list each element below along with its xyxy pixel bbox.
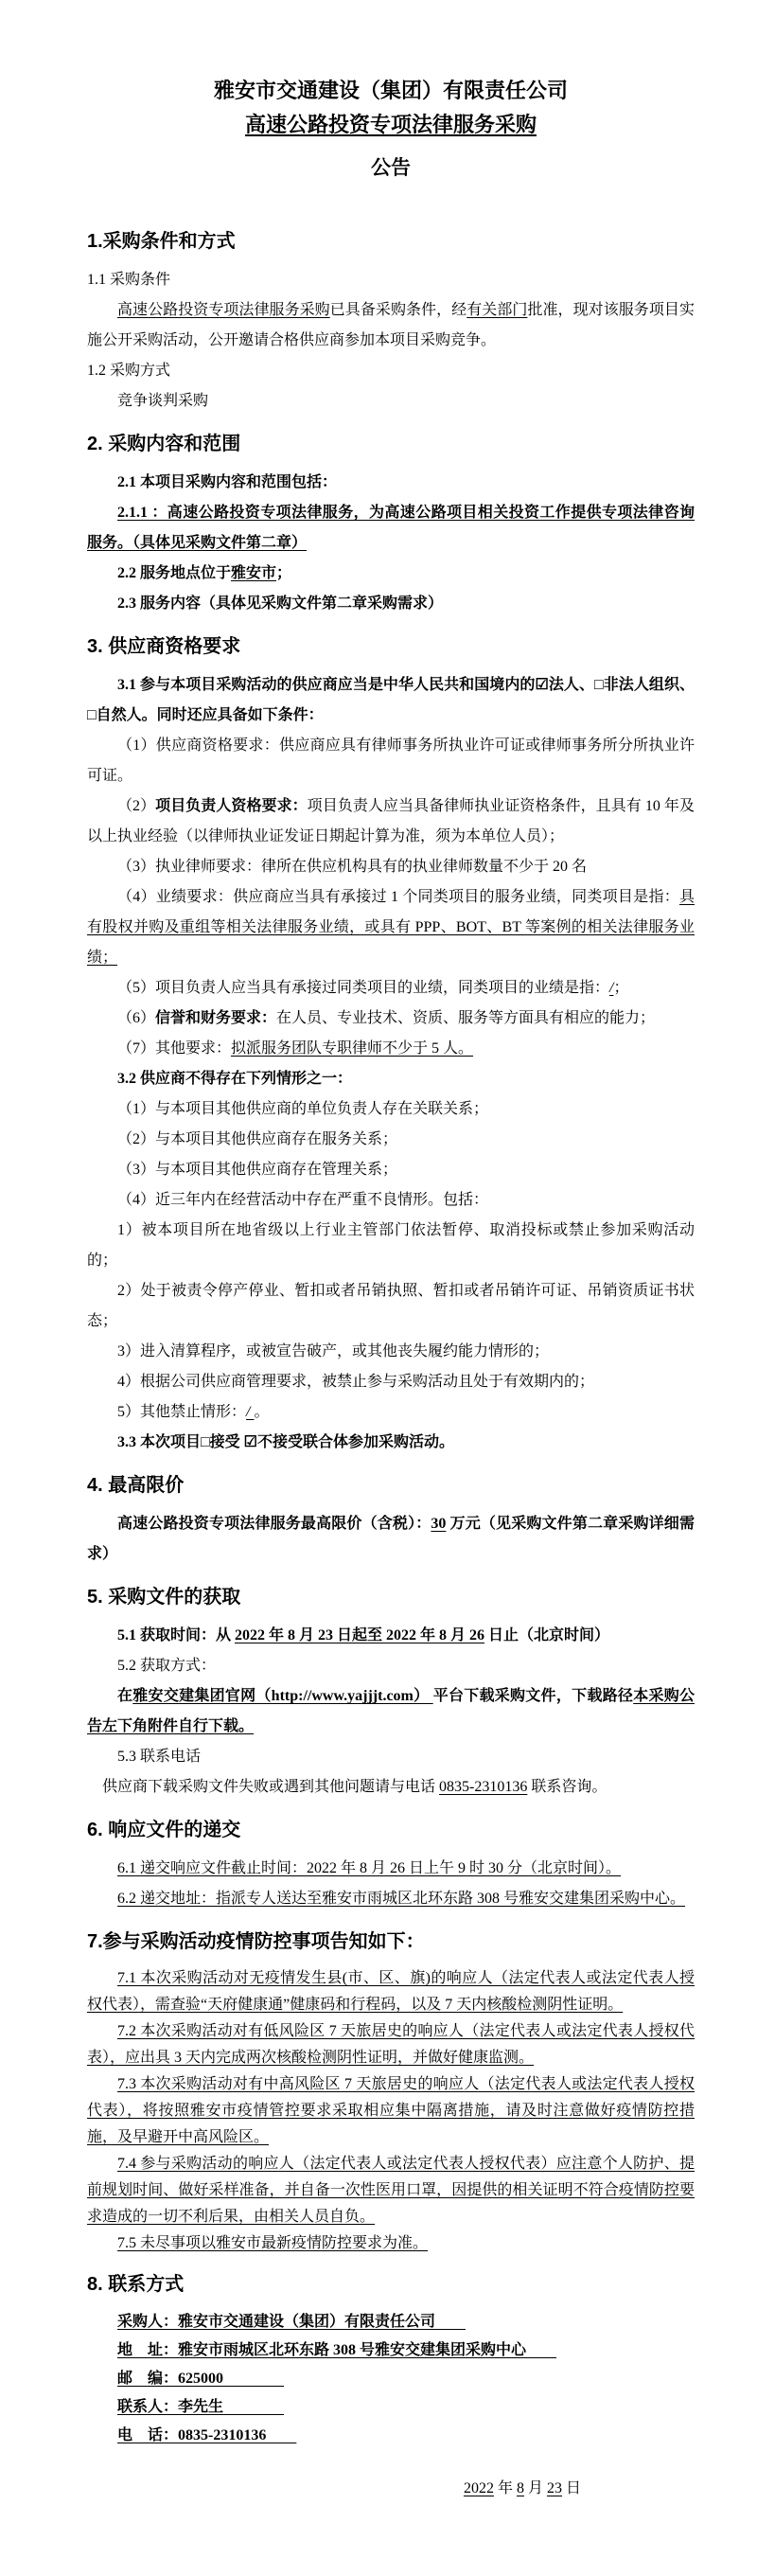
text-segment: （4）近三年内在经营活动中存在严重不良情形。包括： [117,1192,489,1208]
text-segment: 平台下载采购文件，下载路径 [432,1688,634,1704]
text-segment: 6.2 递交地址：指派专人送达至雅安市雨城区北环东路 308 号雅安交建集团采购中心。 [117,1891,686,1907]
doc-title-line-2 [87,108,695,142]
text-segment: （3）执业律师要求：律所在供应机构具有的执业律师数量不少于 20 名 [117,859,588,875]
text-segment: ； [613,980,629,996]
text-segment: 日止（北京时间） [484,1627,610,1643]
text-segment: 雅安市 [231,565,277,581]
para-3-2 [87,1064,695,1094]
text-segment: （6） [117,1010,156,1026]
para-3-2-item-2 [87,1125,695,1155]
text-segment: 3.2 供应商不得存在下列情形之一： [117,1071,353,1087]
text-segment: 2. 采购内容和范围 [87,434,241,454]
para-3-2-item-4 [87,1185,695,1216]
text-segment: 批准，现对该服务项目实施公开采购活动，公开邀请合格供应商参加本项目采购竞争。 [87,302,695,348]
text-segment: 5）其他禁止情形： [117,1404,247,1420]
text-segment: （2）与本项目其他供应商存在服务关系； [117,1131,398,1147]
text-segment: 1.1 采购条件 [87,272,171,288]
heading-7 [87,1928,695,1956]
para-5-3 [87,1742,695,1772]
para-3-1-item-2 [87,791,695,852]
text-segment: 在人员、专业技术、资质、服务等方面具有相应的能力； [276,1010,656,1026]
text-segment: 雅安交建集团官网（http://www.yajjjt.com） [132,1688,433,1704]
text-segment: （1）供应商资格要求：供应商应具有律师事务所执业许可证或律师事务所分所执业许可证。 [87,737,695,784]
para-1-1-text [87,295,695,356]
contact-zip [87,2365,695,2393]
text-segment: 高速公路投资专项法律服务最高限价（含税）： [117,1516,431,1532]
text-segment: 雅安市交通建设（集团）有限责任公司 [213,79,568,102]
text-segment: （7）其他要求： [117,1040,232,1057]
text-segment: 2.2 服务地点位于 [117,565,232,581]
para-3-1-item-4 [87,882,695,973]
para-1-2-text [87,386,695,417]
text-segment: 本采购公告左下角附件自行下载。 [87,1688,695,1734]
text-segment: 万元（见采购文件第二章采购详细需求） [87,1516,695,1562]
contact-address [87,2336,695,2365]
para-3-2-item-4-1 [87,1216,695,1276]
para-6-1 [87,1854,695,1884]
text-segment: 月 [523,2480,547,2496]
text-segment: 7.4 参与采购活动的响应人（法定代表人或法定代表人授权代表）应注意个人防护、提前规划时间、做好采样准备，并自备一次性医用口罩，因提供的相关证明不符合疫情防控要求造成的一切不利后果，由相关人员自负。 [87,2156,695,2225]
para-2-3 [87,589,695,619]
text-segment: 采购人：雅安市交通建设（集团）有限责任公司 [117,2314,467,2330]
text-segment: 4）根据公司供应商管理要求，被禁止参与采购活动且处于有效期内的； [117,1374,595,1390]
text-segment: 联系咨询。 [527,1779,607,1795]
text-segment: 联系人：李先生 [117,2399,285,2415]
para-2-2 [87,559,695,589]
text-segment: 供应商下载采购文件失败或遇到其他问题请与电话 [102,1779,440,1795]
text-segment: （5）项目负责人应当具有承接过同类项目的业绩，同类项目的业绩是指： [117,980,610,996]
text-segment: 0835-2310136 [439,1779,528,1795]
text-segment: 高速公路投资专项法律服务采购 [117,302,330,318]
text-segment: 地 址：雅安市雨城区北环东路 308 号雅安交建集团采购中心 [117,2342,557,2358]
text-segment: 2.1 本项目采购内容和范围包括： [117,474,338,490]
para-5-1 [87,1621,695,1651]
para-7-1 [87,1965,695,2018]
para-7-5 [87,2230,695,2257]
text-segment: 23 [546,2480,562,2496]
para-3-2-item-4-3 [87,1337,695,1367]
para-3-1-item-7 [87,1034,695,1064]
para-3-1-item-6 [87,1004,695,1034]
text-segment: 具有股权并购及重组等相关法律服务业绩，或具有 PPP、BOT、BT 等案例的相关法律服务业绩； [87,889,695,966]
text-segment: 3）进入清算程序，或被宣告破产，或其他丧失履约能力情形的； [117,1343,550,1359]
para-3-1-item-3 [87,852,695,882]
text-segment: （4）业绩要求：供应商应当具有承接过 1 个同类项目的服务业绩，同类项目是指： [117,889,679,905]
text-segment: 1）被本项目所在地省级以上行业主管部门依法暂停、取消投标或禁止参加采购活动的； [87,1222,695,1269]
para-4-text [87,1509,695,1570]
para-3-2-item-4-4 [87,1367,695,1397]
para-2-1 [87,468,695,498]
para-3-2-item-4-5 [87,1397,695,1428]
para-1-1-label [87,265,695,295]
text-segment: （1）与本项目其他供应商的单位负责人存在关联关系； [117,1101,489,1117]
text-segment: 拟派服务团队专职律师不少于 5 人。 [231,1040,474,1057]
text-segment: 7.5 未尽事项以雅安市最新疫情防控要求为准。 [117,2235,429,2251]
text-segment: 3. 供应商资格要求 [87,636,241,657]
text-segment: 6.1 递交响应文件截止时间：2022 年 8 月 26 日上午 9 时 30 分（北京时间）。 [117,1860,622,1876]
para-7-4 [87,2151,695,2230]
para-3-1 [87,670,695,731]
text-segment: / [246,1404,255,1420]
contact-person [87,2393,695,2422]
text-segment: 7.1 本次采购活动对无疫情发生县(市、区、旗)的响应人（法定代表人或法定代表人授权代表），需查验“天府健康通”健康码和行程码，以及 7 天内核酸检测阴性证明。 [87,1970,695,2013]
text-segment: 在 [117,1688,133,1704]
text-segment: 7.3 本次采购活动对有中高风险区 7 天旅居史的响应人（法定代表人或法定代表人授权代表），将按照雅安市疫情管控要求采取相应集中隔离措施，请及时注意做好疫情防控措施，及早避开中高风险区。 [87,2076,695,2145]
text-segment: 5.2 获取方式： [117,1658,217,1674]
text-segment: ； [276,565,292,581]
para-3-2-item-1 [87,1094,695,1125]
para-5-2 [87,1651,695,1681]
text-segment: 8 [516,2480,524,2496]
text-segment: （2） [117,798,156,814]
para-5-3-text [87,1772,695,1803]
text-segment: 30 [431,1516,447,1532]
doc-title-line-3 [87,151,695,186]
contact-purchaser [87,2308,695,2336]
text-segment: 信誉和财务要求： [155,1010,277,1026]
text-segment: 竞争谈判采购 [117,393,209,409]
text-segment: 7.参与采购活动疫情防控事项告知如下： [87,1931,425,1952]
text-segment: 5.3 联系电话 [117,1749,202,1765]
text-segment: 有关部门 [467,302,528,318]
para-3-2-item-3 [87,1155,695,1185]
text-segment: 邮 编：625000 [117,2371,285,2387]
text-segment: 2022 年 8 月 23 日起至 2022 年 8 月 26 [235,1627,485,1643]
para-3-3 [87,1428,695,1458]
heading-5 [87,1583,695,1611]
text-segment: 2.3 服务内容（具体见采购文件第二章采购需求） [117,595,444,612]
text-segment: 1.采购条件和方式 [87,231,236,252]
para-3-1-item-5 [87,973,695,1004]
text-segment: 3.3 本次项目□接受 ☑不接受联合体参加采购活动。 [117,1434,455,1450]
text-segment: 。 [254,1404,270,1420]
text-segment: 6. 响应文件的递交 [87,1820,241,1840]
text-segment: （3）与本项目其他供应商存在管理关系； [117,1162,398,1178]
text-segment: 公告 [371,157,411,179]
text-segment: 2）处于被责令停产停业、暂扣或者吊销执照、暂扣或者吊销许可证、吊销资质证书状态； [87,1283,695,1329]
heading-4 [87,1471,695,1500]
heading-6 [87,1816,695,1844]
text-segment: / [609,980,614,996]
doc-title-line-1 [87,74,695,108]
para-7-2 [87,2018,695,2071]
text-segment: 8. 联系方式 [87,2274,185,2295]
heading-1 [87,227,695,256]
heading-2 [87,430,695,458]
text-segment: 已具备采购条件，经 [329,302,467,318]
text-segment: 3.1 参与本项目采购活动的供应商应当是中华人民共和国境内的☑法人、□非法人组织、□自然人。同时还应具备如下条件： [87,677,695,723]
heading-3 [87,632,695,661]
text-segment: 7.2 本次采购活动对有低风险区 7 天旅居史的响应人（法定代表人或法定代表人授权代表），应出具 3 天内完成两次核酸检测阴性证明，并做好健康监测。 [87,2023,695,2066]
text-segment: 日 [561,2480,581,2496]
text-segment: 4. 最高限价 [87,1475,185,1496]
heading-8 [87,2270,695,2299]
text-segment: 5. 采购文件的获取 [87,1587,241,1608]
contact-phone [87,2422,695,2450]
text-segment: 项目负责人资格要求： [155,798,308,814]
text-segment: 项目负责人应当具备律师执业证资格条件，且具有 10 年及以上执业经验（以律师执业证发证日期起计算为准，须为本单位人员）； [87,798,695,844]
text-segment: 电 话：0835-2310136 [117,2427,297,2443]
text-segment: 5.1 获取时间：从 [117,1627,236,1643]
text-segment: 年 [493,2480,517,2496]
text-segment: 高速公路投资专项法律服务采购 [244,113,537,136]
para-1-2-label [87,356,695,386]
para-7-3 [87,2071,695,2151]
text-segment: 2.1.1 ：高速公路投资专项法律服务，为高速公路项目相关投资工作提供专项法律咨询服务。（具体见采购文件第二章） [87,505,695,551]
para-3-1-item-1 [87,731,695,791]
footer-date [87,2473,695,2505]
text-segment: 2022 [463,2480,494,2496]
para-6-2 [87,1884,695,1914]
para-5-2-text [87,1681,695,1742]
text-segment: 1.2 采购方式 [87,363,171,379]
para-3-2-item-4-2 [87,1276,695,1337]
para-2-1-1 [87,498,695,559]
